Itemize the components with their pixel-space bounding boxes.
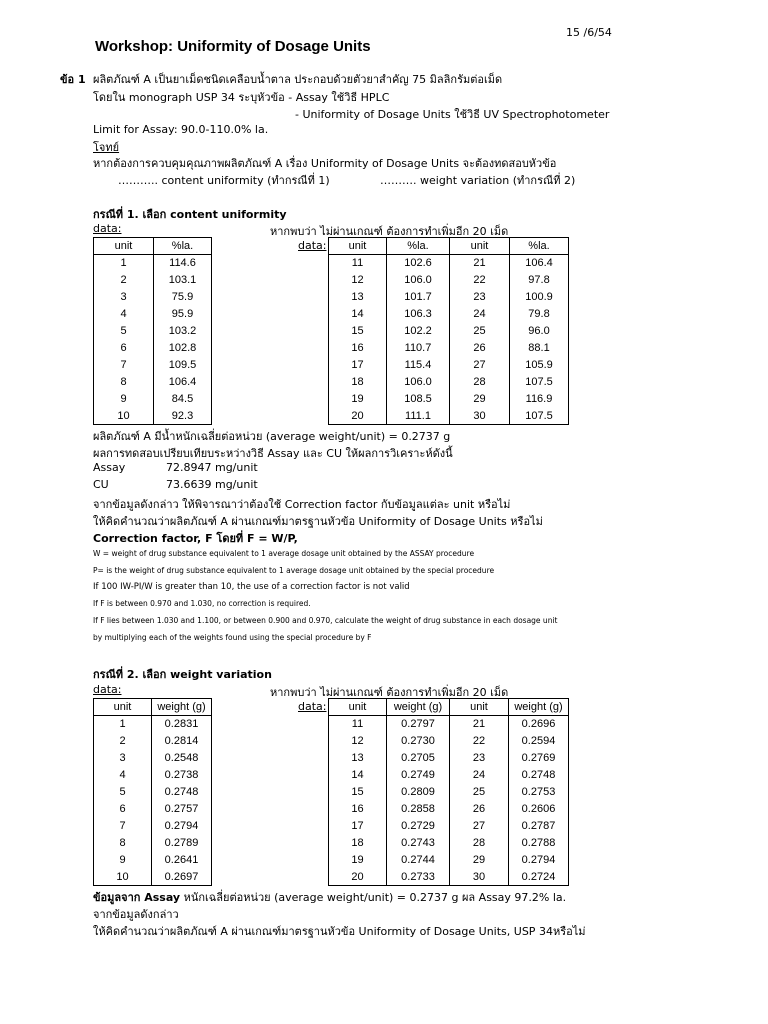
table-cell: 97.8 [510, 272, 569, 289]
table-row [329, 357, 569, 374]
table-cell: 1 [94, 716, 152, 733]
table-cell: 3 [94, 289, 154, 306]
table-cell: 16 [329, 801, 387, 818]
cu-value: 73.6639 mg/unit [166, 478, 258, 491]
table-row [329, 767, 569, 784]
table-cell: 0.2748 [152, 784, 212, 801]
table-cell: 16 [329, 340, 387, 357]
case1-heading: กรณีที่ 1. เลือก content uniformity [93, 208, 287, 221]
cu-label: CU [93, 478, 109, 491]
table-cell: 0.2641 [152, 852, 212, 869]
table-cell: 0.2858 [387, 801, 450, 818]
table-cell: 0.2794 [152, 818, 212, 835]
table-cell: 28 [450, 374, 510, 391]
table-cell: 79.8 [510, 306, 569, 323]
table-cell: 18 [329, 374, 387, 391]
case2-question-pass: ให้คิดคำนวณว่าผลิตภัณฑ์ A ผ่านเกณฑ์มาตรฐานหัวข้อ Uniformity of Dosage Units, USP 34หรือไม่ [93, 925, 586, 938]
table-row [94, 289, 212, 306]
table-row [329, 818, 569, 835]
case2-assay-info-rest: หนักเฉลี่ยต่อหน่วย (average weight/unit) = 0.2737 g ผล Assay 97.2% la. [180, 891, 567, 904]
col-header-unit: unit [450, 238, 510, 255]
table-cell: 30 [450, 408, 510, 425]
table-cell: 10 [94, 408, 154, 425]
table-row [94, 374, 212, 391]
table-row [94, 408, 212, 425]
choice-weight-variation: ………. weight variation (ทำกรณีที่ 2) [380, 174, 576, 187]
problem-label: โจทย์ [93, 141, 120, 154]
table-cell: 106.4 [510, 255, 569, 272]
table-row [94, 391, 212, 408]
table-cell: 102.2 [387, 323, 450, 340]
case1-note: หากพบว่า ไม่ผ่านเกณฑ์ ต้องการทำเพิ่มอีก 20 เม็ด [270, 225, 509, 238]
table-row [94, 852, 212, 869]
note-p: P= is the weight of drug substance equivalent to 1 average dosage unit obtained by the special procedure [93, 566, 495, 575]
table-cell: 15 [329, 784, 387, 801]
table-cell: 0.2724 [509, 869, 569, 886]
table-row [329, 289, 569, 306]
table-cell: 0.2749 [387, 767, 450, 784]
table-cell: 11 [329, 255, 387, 272]
table-cell: 20 [329, 869, 387, 886]
table-row [94, 801, 212, 818]
table-row [329, 716, 569, 733]
table-cell: 0.2548 [152, 750, 212, 767]
table-cell: 22 [450, 272, 510, 289]
choice-content-uniformity: ……….. content uniformity (ทำกรณีที่ 1) [118, 174, 330, 187]
table-cell: 0.2797 [387, 716, 450, 733]
col-header-unit: unit [450, 699, 509, 716]
table-cell: 102.8 [154, 340, 212, 357]
table-cell: 26 [450, 801, 509, 818]
table-cell: 110.7 [387, 340, 450, 357]
table-cell: 95.9 [154, 306, 212, 323]
table-cell: 5 [94, 323, 154, 340]
question-label: ข้อ 1 [60, 73, 86, 86]
assay-limit: Limit for Assay: 90.0-110.0% la. [93, 123, 269, 136]
table-cell: 0.2697 [152, 869, 212, 886]
table-cell: 0.2794 [509, 852, 569, 869]
table-cell: 0.2809 [387, 784, 450, 801]
table-cell: 88.1 [510, 340, 569, 357]
case1-avg-weight: ผลิตภัณฑ์ A มีน้ำหนักเฉลี่ยต่อหน่วย (average weight/unit) = 0.2737 g [93, 430, 451, 443]
note-multiply: by multiplying each of the weights found using the special procedure by F [93, 633, 372, 642]
case1-table-left [93, 237, 212, 425]
col-header-unit: unit [94, 699, 152, 716]
table-row [329, 340, 569, 357]
table-cell: 105.9 [510, 357, 569, 374]
table-cell: 29 [450, 391, 510, 408]
case1-comparison: ผลการทดสอบเปรียบเทียบระหว่างวิธี Assay และ CU ให้ผลการวิเคราะห์ดังนี้ [93, 447, 453, 460]
table-cell: 25 [450, 784, 509, 801]
table-cell: 75.9 [154, 289, 212, 306]
table-cell: 9 [94, 852, 152, 869]
table-cell: 25 [450, 323, 510, 340]
table-cell: 18 [329, 835, 387, 852]
col-header-value: %la. [387, 238, 450, 255]
table-cell: 21 [450, 255, 510, 272]
table-cell: 28 [450, 835, 509, 852]
table-cell: 19 [329, 391, 387, 408]
col-header-unit: unit [329, 699, 387, 716]
table-cell: 0.2729 [387, 818, 450, 835]
table-cell: 19 [329, 852, 387, 869]
case2-data-label-2: data: [298, 700, 327, 713]
page-title: Workshop: Uniformity of Dosage Units [95, 38, 371, 55]
table-cell: 17 [329, 818, 387, 835]
col-header-value: weight (g) [152, 699, 212, 716]
table-row [94, 272, 212, 289]
col-header-value: %la. [154, 238, 212, 255]
table-cell: 24 [450, 767, 509, 784]
table-cell: 5 [94, 784, 152, 801]
case2-from-data: จากข้อมูลดังกล่าว [93, 908, 179, 921]
table-cell: 114.6 [154, 255, 212, 272]
note-validity: If 100 IW-PI/W is greater than 10, the use of a correction factor is not valid [93, 582, 410, 592]
table-row [329, 306, 569, 323]
table-cell: 13 [329, 750, 387, 767]
table-cell: 2 [94, 733, 152, 750]
table-cell: 12 [329, 733, 387, 750]
note-no-correction: If F is between 0.970 and 1.030, no correction is required. [93, 599, 311, 608]
table-cell: 107.5 [510, 374, 569, 391]
table-cell: 22 [450, 733, 509, 750]
table-cell: 0.2743 [387, 835, 450, 852]
table-cell: 0.2757 [152, 801, 212, 818]
table-cell: 101.7 [387, 289, 450, 306]
table-cell: 0.2748 [509, 767, 569, 784]
table-cell: 20 [329, 408, 387, 425]
table-row [94, 835, 212, 852]
table-row [329, 852, 569, 869]
case2-table-right [328, 698, 569, 886]
table-cell: 106.4 [154, 374, 212, 391]
table-cell: 0.2730 [387, 733, 450, 750]
table-cell: 108.5 [387, 391, 450, 408]
table-cell: 13 [329, 289, 387, 306]
table-cell: 0.2788 [509, 835, 569, 852]
table-cell: 103.2 [154, 323, 212, 340]
table-cell: 115.4 [387, 357, 450, 374]
cf-heading: Correction factor, F โดยที่ F = W/P, [93, 532, 298, 545]
table-cell: 29 [450, 852, 509, 869]
table-cell: 21 [450, 716, 509, 733]
table-cell: 26 [450, 340, 510, 357]
table-cell: 0.2696 [509, 716, 569, 733]
table-cell: 14 [329, 767, 387, 784]
table-cell: 27 [450, 357, 510, 374]
table-cell: 0.2705 [387, 750, 450, 767]
table-cell: 27 [450, 818, 509, 835]
table-cell: 111.1 [387, 408, 450, 425]
table-cell: 102.6 [387, 255, 450, 272]
table-cell: 0.2769 [509, 750, 569, 767]
table-cell: 17 [329, 357, 387, 374]
table-row [94, 716, 212, 733]
case1-table-right [328, 237, 569, 425]
table-cell: 15 [329, 323, 387, 340]
col-header-unit: unit [94, 238, 154, 255]
table-row [94, 357, 212, 374]
table-cell: 2 [94, 272, 154, 289]
case2-note: หากพบว่า ไม่ผ่านเกณฑ์ ต้องการทำเพิ่มอีก 20 เม็ด [270, 686, 509, 699]
table-cell: 4 [94, 306, 154, 323]
table-cell: 106.3 [387, 306, 450, 323]
q1-line1: ผลิตภัณฑ์ A เป็นยาเม็ดชนิดเคลือบน้ำตาล ประกอบด้วยตัวยาสำคัญ 75 มิลลิกรัมต่อเม็ด [93, 73, 503, 86]
table-cell: 6 [94, 340, 154, 357]
table-cell: 92.3 [154, 408, 212, 425]
table-cell: 14 [329, 306, 387, 323]
table-cell: 7 [94, 818, 152, 835]
table-cell: 23 [450, 750, 509, 767]
table-cell: 0.2753 [509, 784, 569, 801]
q1-line2: โดยใน monograph USP 34 ระบุหัวข้อ - Assay ใช้วิธี HPLC [93, 91, 390, 104]
note-correction-range: If F lies between 1.030 and 1.100, or between 0.900 and 0.970, calculate the weight of drug substance in each dosage unit [93, 616, 558, 625]
case1-data-label: data: [93, 222, 122, 235]
assay-value: 72.8947 mg/unit [166, 461, 258, 474]
case2-assay-info [93, 888, 566, 906]
table-cell: 103.1 [154, 272, 212, 289]
table-row [94, 750, 212, 767]
table-cell: 0.2831 [152, 716, 212, 733]
case1-question-cf: จากข้อมูลดังกล่าว ให้พิจารณาว่าต้องใช้ Correction factor กับข้อมูลแต่ละ unit หรือไม่ [93, 498, 511, 511]
table-cell: 109.5 [154, 357, 212, 374]
case2-heading: กรณีที่ 2. เลือก weight variation [93, 668, 272, 681]
table-cell: 1 [94, 255, 154, 272]
table-row [329, 835, 569, 852]
case1-data-label-2: data: [298, 239, 327, 252]
table-cell: 0.2606 [509, 801, 569, 818]
table-cell: 8 [94, 374, 154, 391]
table-row [329, 391, 569, 408]
problem-line: หากต้องการควบคุมคุณภาพผลิตภัณฑ์ A เรื่อง Uniformity of Dosage Units จะต้องทดสอบหัวข้อ [93, 157, 557, 170]
table-cell: 96.0 [510, 323, 569, 340]
table-row [94, 323, 212, 340]
table-cell: 0.2733 [387, 869, 450, 886]
table-cell: 0.2814 [152, 733, 212, 750]
table-cell: 0.2744 [387, 852, 450, 869]
table-cell: 3 [94, 750, 152, 767]
table-cell: 30 [450, 869, 509, 886]
table-cell: 23 [450, 289, 510, 306]
table-row [94, 733, 212, 750]
table-row [329, 374, 569, 391]
table-row [94, 306, 212, 323]
table-cell: 116.9 [510, 391, 569, 408]
table-row [94, 869, 212, 886]
table-cell: 6 [94, 801, 152, 818]
case2-table-left [93, 698, 212, 886]
table-cell: 12 [329, 272, 387, 289]
table-row [329, 733, 569, 750]
assay-label: Assay [93, 461, 126, 474]
table-cell: 106.0 [387, 374, 450, 391]
table-cell: 106.0 [387, 272, 450, 289]
case1-question-pass: ให้คิดคำนวณว่าผลิตภัณฑ์ A ผ่านเกณฑ์มาตรฐานหัวข้อ Uniformity of Dosage Units หรือไม่ [93, 515, 543, 528]
col-header-value: weight (g) [387, 699, 450, 716]
table-row [329, 801, 569, 818]
table-cell: 107.5 [510, 408, 569, 425]
table-cell: 84.5 [154, 391, 212, 408]
table-cell: 7 [94, 357, 154, 374]
col-header-unit: unit [329, 238, 387, 255]
table-cell: 11 [329, 716, 387, 733]
table-row [94, 340, 212, 357]
table-cell: 8 [94, 835, 152, 852]
table-row [329, 272, 569, 289]
note-w: W = weight of drug substance equivalent to 1 average dosage unit obtained by the ASSAY procedure [93, 549, 475, 558]
table-row [329, 323, 569, 340]
table-cell: 0.2789 [152, 835, 212, 852]
date-text: 15 /6/54 [566, 26, 612, 39]
table-row [329, 408, 569, 425]
col-header-value: weight (g) [509, 699, 569, 716]
col-header-value: %la. [510, 238, 569, 255]
case2-assay-info-bold: ข้อมูลจาก Assay [93, 891, 181, 904]
case2-data-label: data: [93, 683, 122, 696]
table-cell: 24 [450, 306, 510, 323]
table-cell: 0.2738 [152, 767, 212, 784]
table-cell: 0.2787 [509, 818, 569, 835]
q1-line3: - Uniformity of Dosage Units ใช้วิธี UV Spectrophotometer [295, 108, 610, 121]
table-cell: 9 [94, 391, 154, 408]
table-row [94, 784, 212, 801]
table-cell: 4 [94, 767, 152, 784]
table-row [329, 784, 569, 801]
table-row [94, 255, 212, 272]
table-row [329, 255, 569, 272]
table-cell: 10 [94, 869, 152, 886]
table-row [329, 869, 569, 886]
table-cell: 100.9 [510, 289, 569, 306]
table-cell: 0.2594 [509, 733, 569, 750]
table-row [94, 818, 212, 835]
table-row [94, 767, 212, 784]
table-row [329, 750, 569, 767]
